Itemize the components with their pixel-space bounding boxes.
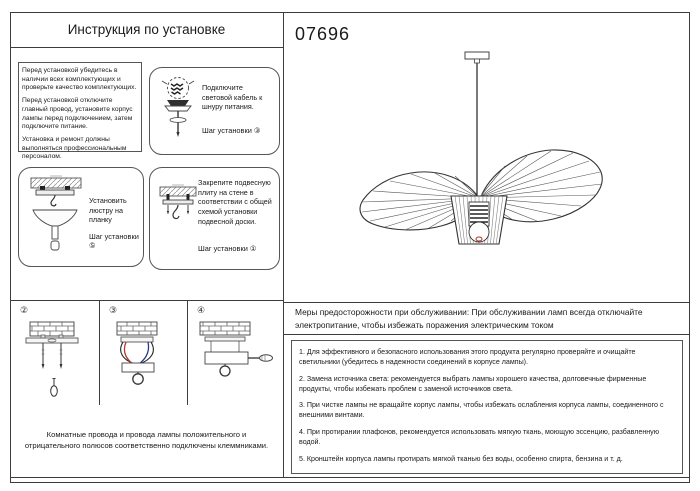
right-section-divider-2 <box>283 334 689 335</box>
right-section-divider-1 <box>283 302 689 303</box>
maintenance-item: 2. Замена источника света: рекомендуется выбрать лампы хорошего качества, долговечные фирменные продукты, чтобы избежать проблем с заменой источников света. <box>299 374 647 393</box>
canopy-wires-icon <box>158 75 198 141</box>
header-underline <box>10 47 283 48</box>
diagram-panel-3 <box>99 300 187 405</box>
canopy-screwdriver-diagram <box>187 300 283 405</box>
mount-chandelier-box <box>18 167 144 267</box>
panel-number: ③ <box>109 305 118 315</box>
bracket-screws-diagram <box>10 300 99 405</box>
note-paragraph: Установка и ремонт должны выполняться профессиональным персоналом. <box>22 135 127 161</box>
chandelier-mount-icon <box>27 173 85 253</box>
mounting-plate-icon <box>156 182 200 240</box>
step-text: Закрепите подвесную плиту на стене в соответствии с общей схемой установки подвесной доски. <box>198 178 272 226</box>
maintenance-list-box <box>291 340 683 474</box>
step-text: Установить люстру на планку <box>89 196 127 225</box>
maintenance-item: 4. При протирании плафонов, рекомендуется использовать мягкую ткань, моющую эссенцию, разбавленную водой. <box>299 427 660 446</box>
step-text: Подключите световой кабель к шнуру питания. <box>202 83 263 112</box>
panel-number: ④ <box>197 305 206 315</box>
maintenance-item: 1. Для эффективного и безопасного использования этого продукта регулярно проверяйте и очищайте светильники (убедитесь в надежности соединений в корпусе лампы). <box>299 348 636 367</box>
step-label: Шаг установки ⑤ <box>89 232 139 250</box>
note-paragraph: Перед установкой убедитесь в наличии всех комплектующих и проверьте качество комплектующих. <box>22 67 137 92</box>
note-paragraph: Перед установкой отключите главный провод, установите корпус лампы перед подключением, затем подключите питание. <box>22 97 133 131</box>
maintenance-warning: Меры предосторожности при обслуживании: При обслуживании ламп всегда отключайте электропитание, чтобы избежать поражения электрическим током <box>295 307 643 331</box>
model-number: 07696 <box>295 24 351 44</box>
maintenance-item: 5. Кронштейн корпуса лампы протирать мягкой тканью без воды, особенно спирта, бензина и т. д. <box>299 454 623 463</box>
wire-connection-diagram <box>99 300 187 405</box>
diagram-panel-2 <box>10 300 99 405</box>
diagram-panel-4 <box>187 300 283 405</box>
wiring-caption: Комнатные провода и провода лампы положительного и отрицательного полюсов соответственно подключены клеммниками. <box>24 430 269 451</box>
bottom-inner-line <box>10 477 689 478</box>
maintenance-item: 3. При чистке лампы не вращайте корпус лампы, чтобы избежать ослабления корпуса лампы, соединенного с внешними винтами. <box>299 401 664 420</box>
step-label: Шаг установки ③ <box>202 126 261 135</box>
connect-cable-box <box>149 67 280 155</box>
step-label: Шаг установки ① <box>198 244 257 253</box>
general-notes-box <box>18 62 142 161</box>
fix-plate-box <box>149 167 280 270</box>
panel-number: ② <box>20 305 29 315</box>
pendant-lamp-illustration <box>283 40 689 302</box>
page-title: Инструкция по установке <box>67 22 226 37</box>
